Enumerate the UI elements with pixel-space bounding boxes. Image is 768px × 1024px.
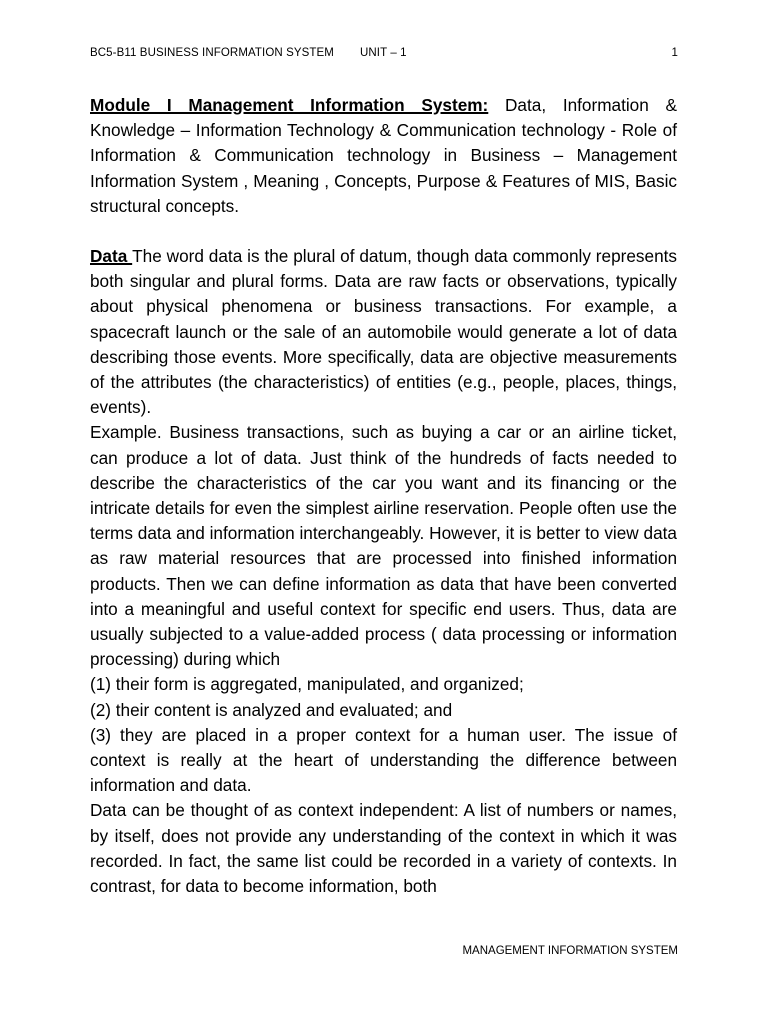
- header-page-number: 1: [671, 47, 678, 59]
- header-course-title: BC5-B11 BUSINESS INFORMATION SYSTEM: [90, 47, 334, 59]
- document-body: [90, 93, 677, 899]
- data-intro-text: The word data is the plural of datum, though data commonly represents both singular and plural forms. Data are raw facts or observations, typically about physical phenomena or business transactions. For example, a spacecraft launch or the sale of an automobile would generate a lot of data describing those events. More specifically, data are objective measurements of the attributes (the characteristics) of entities (e.g., people, places, things, events).: [90, 246, 678, 418]
- header-unit: UNIT – 1: [360, 47, 407, 59]
- module-heading: Module I Management Information System:: [90, 95, 489, 115]
- footer-title: MANAGEMENT INFORMATION SYSTEM: [462, 945, 678, 957]
- example-paragraph: Example. Business transactions, such as buying a car or an airline ticket, can produce a lot of data. Just think of the hundreds of facts needed to describe the characteristics of the car you want and its financing or the intricate details for even the simplest airline reservation. People often use the terms data and information interchangeably. However, it is better to view data as raw material resources that are processed into finished information products. Then we can define information as data that have been converted into a meaningful and useful context for specific end users. Thus, data are usually subjected to a value-added process ( data processing or information processing) during which: [90, 422, 677, 670]
- module-paragraph: [90, 93, 677, 219]
- context-paragraph: Data can be thought of as context independent: A list of numbers or names, by itself, does not provide any understanding of the context in which it was recorded. In fact, the same list could be recorded in a variety of contexts. In contrast, for data to become information, both: [90, 800, 677, 897]
- list-item-3: (3) they are placed in a proper context for a human user. The issue of context is really at the heart of understanding the difference between information and data.: [90, 724, 677, 796]
- module-text: Data, Information & Knowledge – Information Technology & Communication technology - Role of Information & Communication technology in Business – Management Information System , Meaning , Concepts, Purpose & Features of MIS, Basic structural concepts.: [90, 95, 677, 216]
- paragraph-gap: [90, 219, 677, 244]
- list-item-1: (1) their form is aggregated, manipulated, and organized;: [90, 674, 524, 695]
- data-heading: Data: [90, 246, 133, 267]
- list-item-2: (2) their content is analyzed and evaluated; and: [90, 699, 453, 720]
- data-intro-paragraph: [90, 244, 677, 420]
